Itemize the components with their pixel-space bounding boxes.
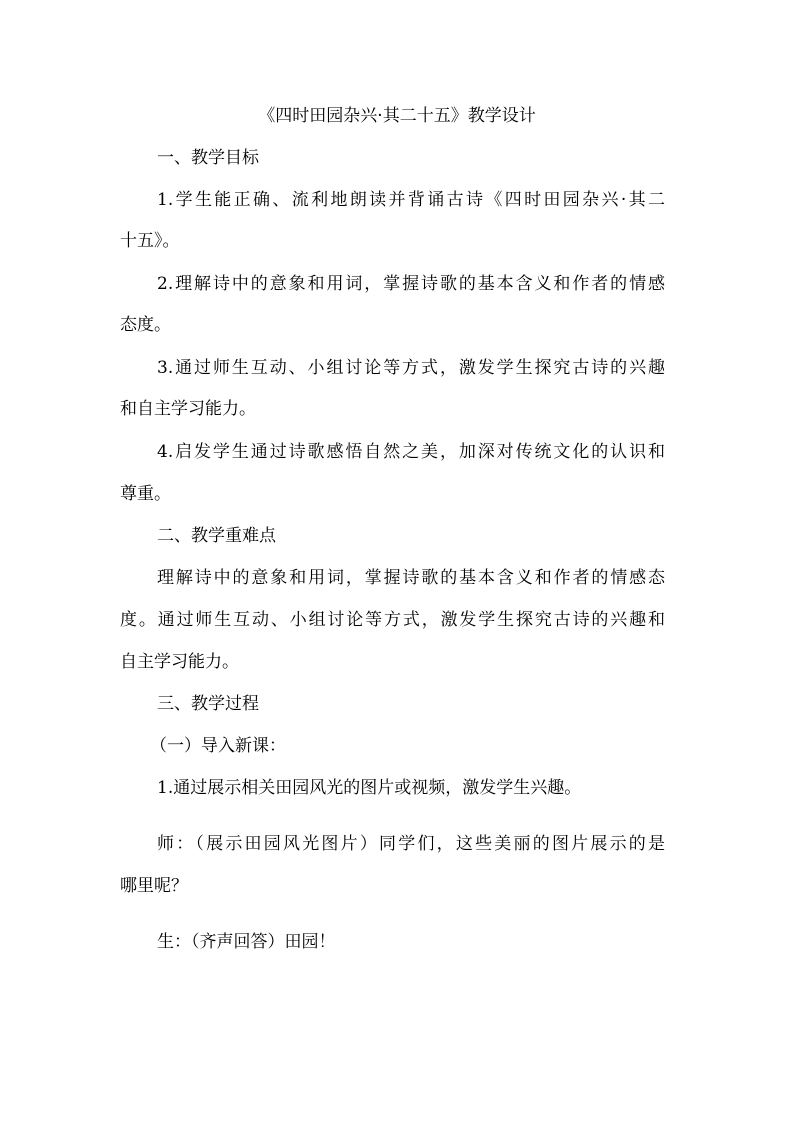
objective-1-line-2: 十五》。 <box>120 231 180 251</box>
student-line: 生：（齐声回答）田园！ <box>157 932 336 952</box>
objective-1-line-1: 1.学生能正确、流利地朗读并背诵古诗《四时田园杂兴·其二 <box>157 190 665 210</box>
keypoints-line-3: 自主学习能力。 <box>120 652 239 672</box>
teacher-line-2: 哪里呢？ <box>120 876 188 896</box>
teacher-line-1: 师：（展示田园风光图片）同学们，这些美丽的图片展示的是 <box>157 834 665 854</box>
objective-3-line-1: 3.通过师生互动、小组讨论等方式，激发学生探究古诗的兴趣 <box>157 358 665 378</box>
process-heading: 三、教学过程 <box>157 694 259 714</box>
document-title: 《四时田园杂兴·其二十五》教学设计 <box>258 106 536 126</box>
intro-item-1: 1.通过展示相关田园风光的图片或视频，激发学生兴趣。 <box>157 778 582 798</box>
objective-2-line-2: 态度。 <box>120 315 171 335</box>
keypoints-line-2: 度。通过师生互动、小组讨论等方式，激发学生探究古诗的兴趣和 <box>120 610 665 630</box>
objective-3-line-2: 和自主学习能力。 <box>120 399 256 419</box>
objective-4-line-2: 尊重。 <box>120 484 171 504</box>
keypoints-line-1: 理解诗中的意象和用词，掌握诗歌的基本含义和作者的情感态 <box>157 568 665 588</box>
objectives-heading: 一、教学目标 <box>157 148 259 168</box>
objective-4-line-1: 4.启发学生通过诗歌感悟自然之美，加深对传统文化的认识和 <box>157 442 665 462</box>
keypoints-heading: 二、教学重难点 <box>157 526 276 546</box>
intro-heading: （一）导入新课： <box>150 736 286 756</box>
objective-2-line-1: 2.理解诗中的意象和用词，掌握诗歌的基本含义和作者的情感 <box>157 274 665 294</box>
